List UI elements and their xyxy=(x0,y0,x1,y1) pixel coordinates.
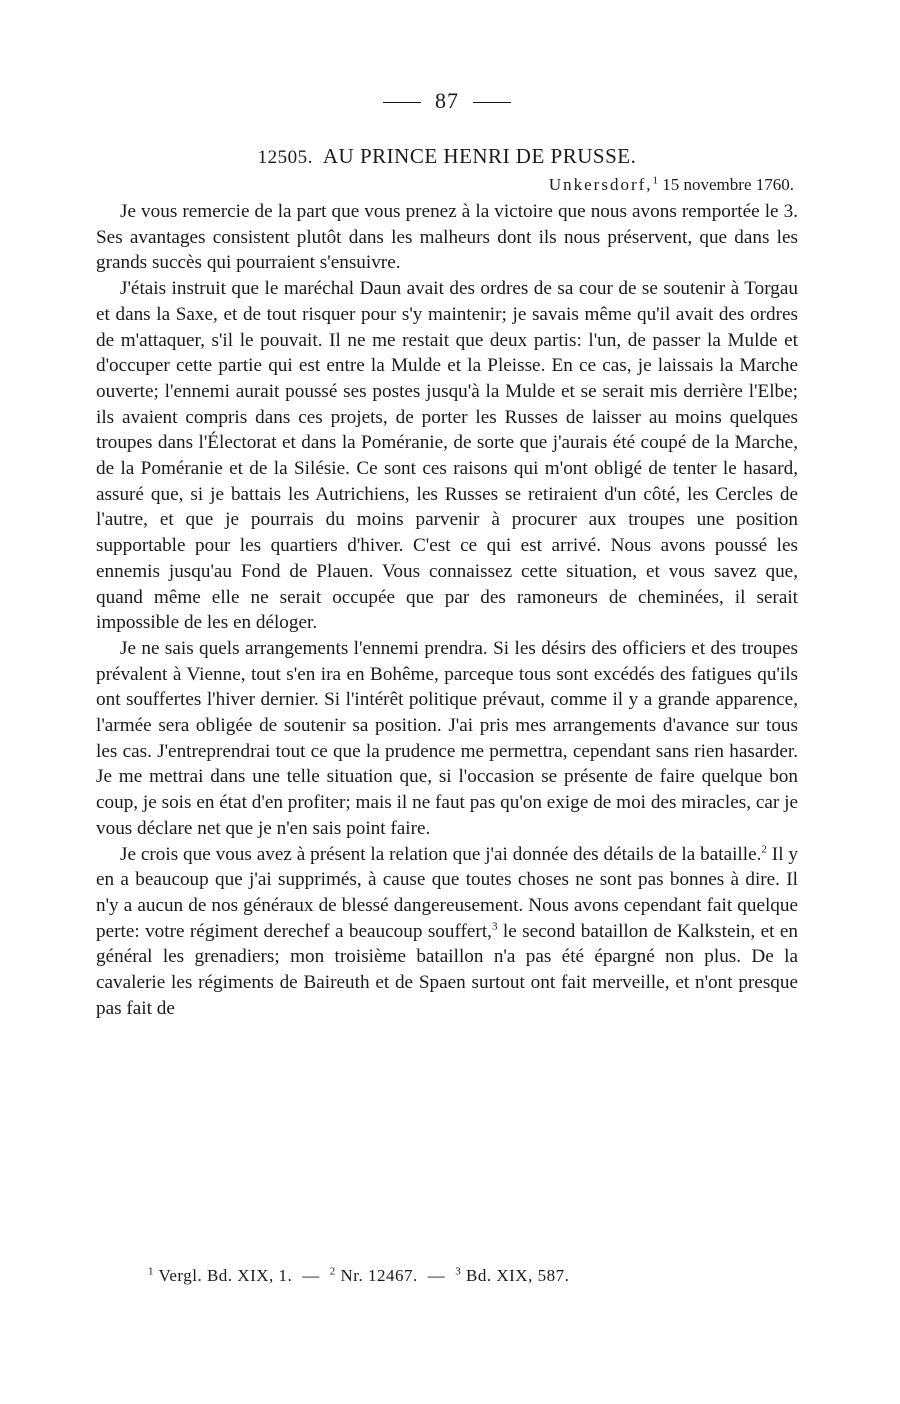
footnote-marker: 2 xyxy=(329,1265,336,1278)
footnote xyxy=(148,1266,292,1286)
paragraph-text: Je crois que vous avez à présent la relation que j'ai donnée des détails de la bataille. xyxy=(120,843,762,865)
footnote-text: Nr. 12467. xyxy=(335,1266,418,1285)
letter-heading xyxy=(96,144,798,169)
footnote-marker: 3 xyxy=(455,1265,462,1278)
body-paragraph xyxy=(96,842,798,1022)
dateline-date: 15 novembre 1760. xyxy=(662,175,794,194)
page-number-line xyxy=(96,84,798,118)
body-paragraph xyxy=(96,276,798,636)
body-paragraph xyxy=(96,199,798,276)
page-number-rule-right xyxy=(473,102,511,103)
footnote-separator: — xyxy=(302,1266,320,1285)
footnotes xyxy=(148,1266,575,1286)
dateline-note-marker: 1 xyxy=(652,174,659,187)
letter-body xyxy=(96,199,798,1022)
letter-recipient: AU PRINCE HENRI DE PRUSSE. xyxy=(322,144,637,168)
paragraph-text: le second bataillon de Kalkstein, et en général les grenadiers; mon troisième bataillon n'a pas été épargné non plus. De la cavalerie les régiments de Baireuth et de Spaen surtout ont fait merveille, et n'ont presque pas fait de xyxy=(96,920,798,1019)
page-number-rule-left xyxy=(383,102,421,103)
letter-number: 12505. xyxy=(257,147,313,168)
dateline xyxy=(96,175,798,195)
body-paragraph xyxy=(96,636,798,842)
footnote xyxy=(330,1266,418,1286)
footnote-text: Vergl. Bd. XIX, 1. xyxy=(154,1266,293,1285)
paragraph-text: J'étais instruit que le maréchal Daun avait des ordres de sa cour de se soutenir à Torgau et dans la Saxe, et de tout risquer pour s'y maintenir; je savais même qu'il avait des ordres de m'attaquer, s'il le pouvait. Il ne me restait que deux partis: l'un, de passer la Mulde et d'occuper cette partie qui est entre la Mulde et la Pleisse. En ce cas, je laissais la Marche ouverte; l'ennemi aurait poussé ses postes jusqu'à la Mulde et se serait mis derrière l'Elbe; ils avaient compris dans ces projets, de porter les Russes de laisser au moins quelques troupes dans l'Électorat et dans la Poméranie, de sorte que j'aurais été coupé de la Marche, de la Poméranie et de la Silésie. Ce sont ces raisons qui m'ont obligé de tenter le hasard, assuré que, si je battais les Autrichiens, les Russes se retiraient d'un côté, les Cercles de l'autre, et que je pourrais du moins parvenir à procurer aux troupes une position supportable pour les quartiers d'hiver. C'est ce qui est arrivé. Nous avons poussé les ennemis jusqu'au Fond de Plauen. Vous connaissez cette situation, et vous savez que, quand même elle ne serait occupée que par des ramoneurs de cheminées, il serait impossible de les en déloger. xyxy=(96,278,798,634)
paragraph-text: Je vous remercie de la part que vous prenez à la victoire que nous avons remportée le 3. Ses avantages consistent plutôt dans les malheurs dont ils nous préservent, que dans les grands succès qui pourraient s'ensuivre. xyxy=(96,201,798,274)
page-number: 87 xyxy=(435,88,459,113)
footnote xyxy=(455,1266,569,1286)
paragraph-text: Je ne sais quels arrangements l'ennemi prendra. Si les désirs des officiers et des troupes prévalent à Vienne, tout s'en ira en Bohême, parceque tous sont excédés des fatigues qu'ils ont souffertes l'hiver dernier. Si l'intérêt politique prévaut, comme il y a grande apparence, l'armée sera obligée de soutenir sa position. J'ai pris mes arrangements d'avance sur tous les cas. J'entreprendrai tout ce que la prudence me permettra, cependant sans rien hasarder. Je me mettrai dans une telle situation que, si l'occasion se présente de faire quelque bon coup, je sois en état d'en profiter; mais il ne faut pas qu'on exige de moi des miracles, car je vous déclare net que je n'en sais point faire. xyxy=(96,637,798,839)
footnote-text: Bd. XIX, 587. xyxy=(461,1266,570,1285)
document-page xyxy=(96,84,798,1022)
paragraph-text: Il y en a beaucoup que j'ai supprimés, à cause que toutes choses ne sont pas bonnes à dire. Il n'y a aucun de nos généraux de blessé dangereusement. Nous avons cependant fait quelque perte: votre régiment derechef a beaucoup souffert, xyxy=(96,843,798,942)
dateline-place: Unkersdorf, xyxy=(548,175,653,194)
footnote-reference: 3 xyxy=(491,920,498,933)
footnote-separator: — xyxy=(427,1266,446,1285)
footnote-reference: 2 xyxy=(761,843,767,856)
footnote-marker: 1 xyxy=(148,1265,154,1278)
